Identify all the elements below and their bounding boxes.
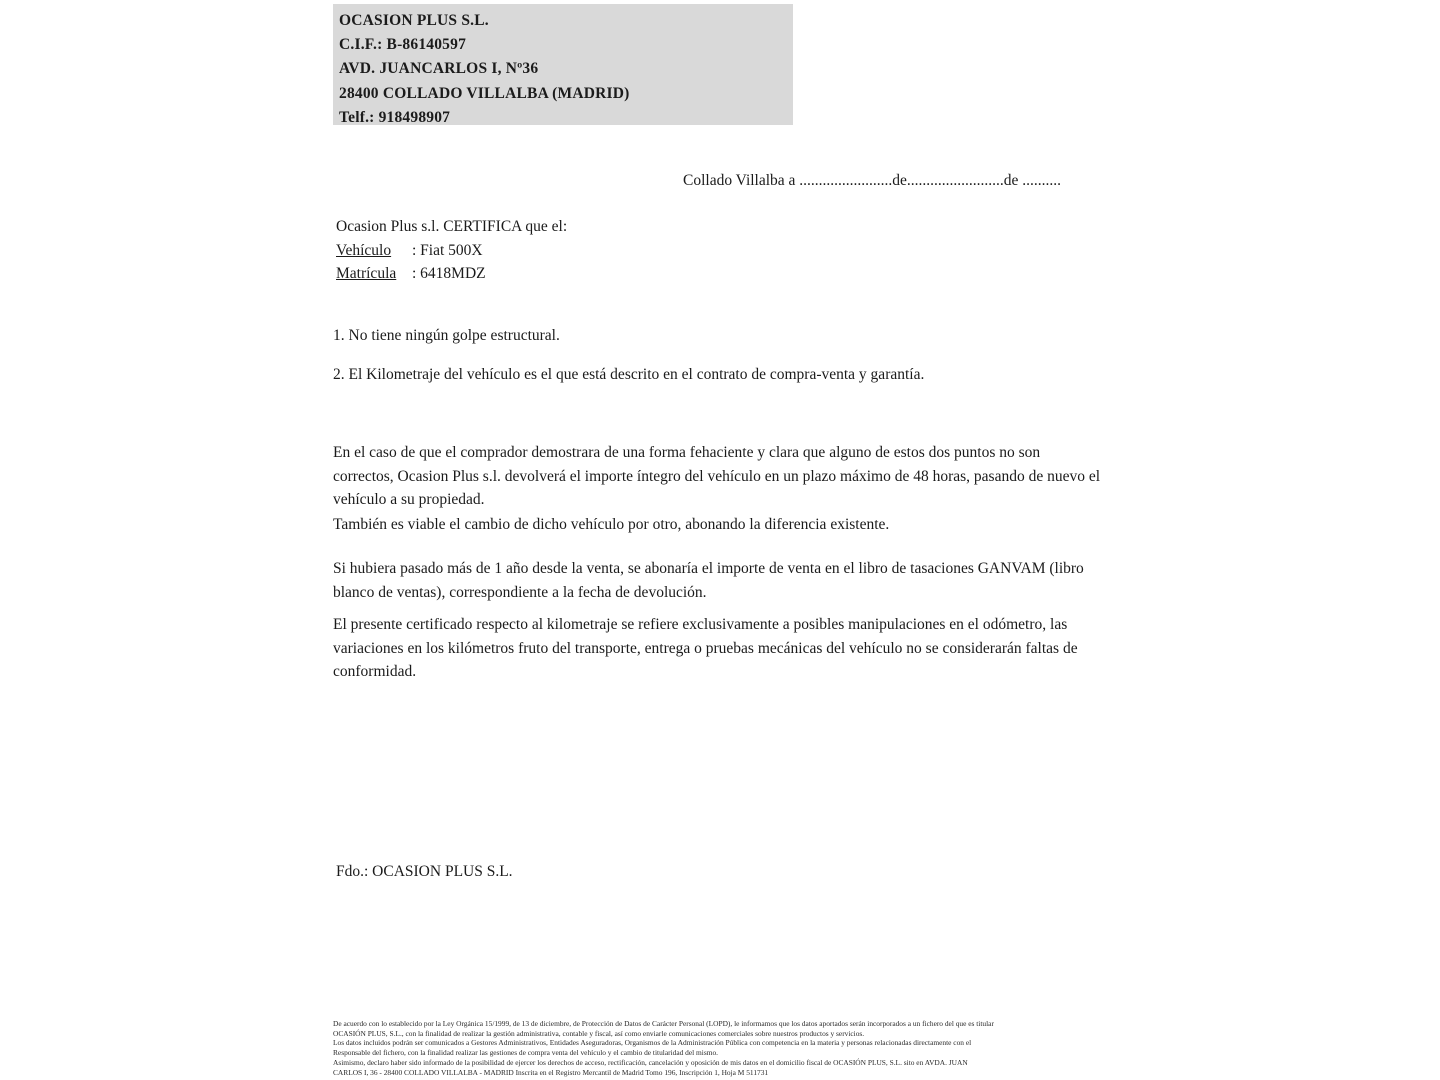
vehicle-label: Vehículo bbox=[336, 242, 392, 259]
legal-line: CARLOS I, 36 - 28400 COLLADO VILLALBA - MADRID Inscrita en el Registro Mercantil de Madrid Tomo 196, Inscripción 1, Hoja M 511731 bbox=[333, 1067, 769, 1077]
signature-line: Fdo.: OCASION PLUS S.L. bbox=[336, 863, 513, 880]
company-name: OCASION PLUS S.L. bbox=[339, 12, 489, 29]
legal-line: OCASIÓN PLUS, S.L., con la finalidad de realizar la gestión administrativa, contable y fiscal, así como enviarle comunicaciones comerciales sobre nuestros productos y servicios. bbox=[333, 1028, 865, 1038]
clause-1: 1. No tiene ningún golpe estructural. bbox=[333, 327, 560, 344]
legal-fine-print bbox=[333, 1019, 1123, 1077]
plate-label: Matrícula bbox=[336, 265, 397, 282]
legal-line: De acuerdo con lo establecido por la Ley Orgánica 15/1999, de 13 de diciembre, de Protección de Datos de Carácter Personal (LOPD), le informamos que los datos aportados serán incorporados a un fichero del que es titular bbox=[333, 1019, 994, 1028]
clause-2: 2. El Kilometraje del vehículo es el que está descrito en el contrato de compra-venta y garantía. bbox=[333, 366, 925, 383]
plate-row bbox=[336, 265, 486, 283]
company-cif: C.I.F.: B-86140597 bbox=[339, 36, 467, 54]
paragraph-exchange: También es viable el cambio de dicho vehículo por otro, abonando la diferencia existente. bbox=[333, 516, 890, 533]
company-header-block bbox=[333, 4, 793, 125]
legal-line: Responsable del fichero, con la finalidad realizar las gestiones de compra venta del vehículo y el cambio de titularidad del mismo. bbox=[333, 1048, 719, 1058]
company-city: 28400 COLLADO VILLALBA (MADRID) bbox=[339, 84, 630, 102]
paragraph-odometer: El presente certificado respecto al kilometraje se refiere exclusivamente a posibles manipulaciones en el odómetro, las variaciones en los kilómetros fruto del transporte, entrega o pruebas mecánicas del vehículo no se considerarán faltas de conformidad. bbox=[333, 616, 1078, 680]
legal-line: Los datos incluidos podrán ser comunicados a Gestores Administrativos, Entidades Aseguradoras, Organismos de la Administración Pública con competencia en la materia y personas relacionadas directamente con el bbox=[333, 1038, 972, 1048]
plate-value: : 6418MDZ bbox=[412, 265, 486, 282]
legal-line: Asimismo, declaro haber sido informado de la posibilidad de ejercer los derechos de acceso, rectificación, cancelación y oposición de mis datos en el domicilio fiscal de OCASIÓN PLUS, S.L. sito en AVDA. JUAN bbox=[333, 1057, 968, 1067]
vehicle-row bbox=[336, 242, 483, 260]
company-address: AVD. JUANCARLOS I, Nº36 bbox=[339, 60, 539, 78]
paragraph-refund: En el caso de que el comprador demostrara de una forma fehaciente y clara que alguno de estos dos puntos no son correctos, Ocasion Plus s.l. devolverá el importe íntegro del vehículo en un plazo máximo de 48 horas, pasando de nuevo el vehículo a su propiedad. bbox=[333, 444, 1101, 508]
vehicle-value: : Fiat 500X bbox=[412, 242, 483, 259]
certify-intro: Ocasion Plus s.l. CERTIFICA que el: bbox=[336, 218, 568, 235]
date-line: Collado Villalba a ........................de.........................de .......... bbox=[683, 172, 1062, 189]
paragraph-ganvam: Si hubiera pasado más de 1 año desde la venta, se abonaría el importe de venta en el libro de tasaciones GANVAM (libro blanco de ventas), correspondiente a la fecha de devolución. bbox=[333, 560, 1084, 601]
company-phone: Telf.: 918498907 bbox=[339, 108, 451, 126]
